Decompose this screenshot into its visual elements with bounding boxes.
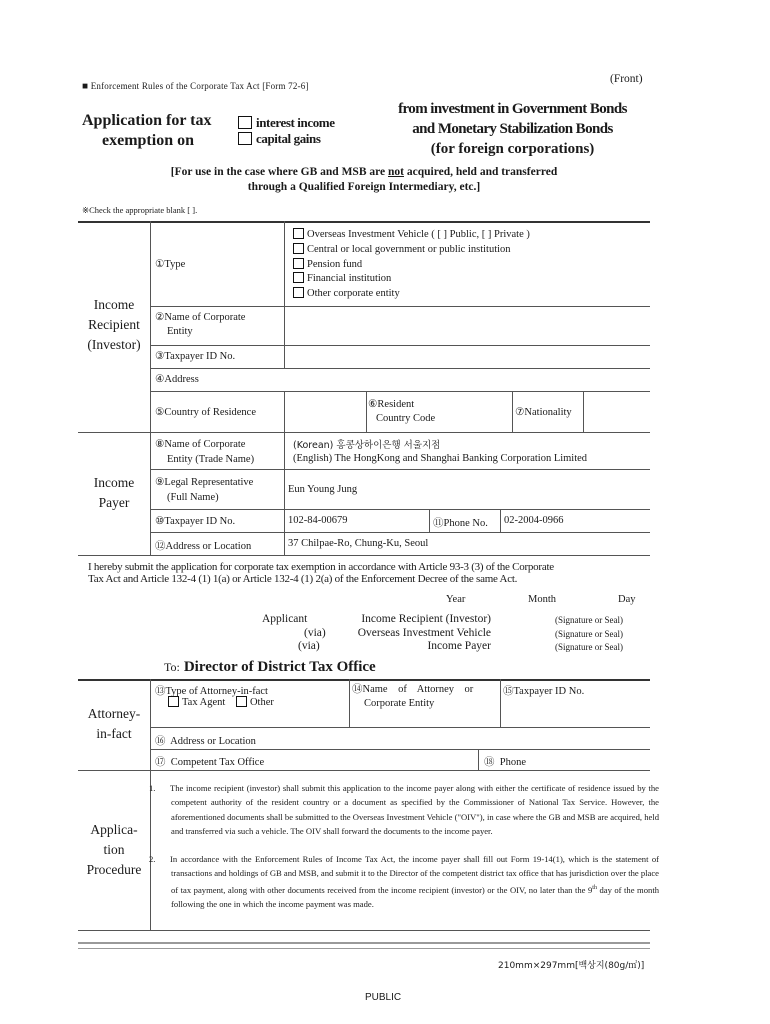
- type-label: ①Type: [155, 259, 186, 270]
- other-entity-checkbox[interactable]: [293, 287, 304, 298]
- type-options: [293, 228, 530, 302]
- attorney-type-options: [168, 696, 274, 708]
- signature-seal-2[interactable]: (Signature or Seal): [555, 629, 623, 639]
- payer-name-korean: (Korean) 홍콩상하이은행 서울지점: [293, 440, 441, 451]
- government-checkbox[interactable]: [293, 243, 304, 254]
- title-right-line2: and Monetary Stabilization Bonds: [412, 121, 613, 137]
- financial-checkbox[interactable]: [293, 272, 304, 283]
- recipient-name-label: ②Name of Corporate Entity: [155, 312, 246, 337]
- pension-checkbox[interactable]: [293, 258, 304, 269]
- addressee: To: Director of District Tax Office: [164, 659, 376, 675]
- signature-seal-3[interactable]: (Signature or Seal): [555, 642, 623, 652]
- classification-label: PUBLIC: [365, 992, 402, 1003]
- interest-income-checkbox[interactable]: [238, 116, 252, 129]
- subtitle-line1: [For use in the case where GB and MSB are not acquired, held and transferred: [170, 166, 558, 178]
- date-month: Month: [528, 594, 557, 605]
- oiv-checkbox[interactable]: [293, 228, 304, 239]
- option-capital-gains[interactable]: [238, 131, 321, 147]
- country-of-residence-label: ⑤Country of Residence: [155, 407, 256, 418]
- other-attorney-option[interactable]: Other: [236, 697, 274, 708]
- procedure-paragraph-2: 2. In accordance with the Enforcement Rules of Income Tax Act, the income payer shall fill out Form 19-14(1), which is the statement of transactions and holdings of GB and MSB, and submit it to the Director of the competent district tax office that has jurisdiction over the place of tax payment, along with other documents received from the income recipient (investor) or the OIV, no later than the 9th day of the month following the one in which the income payment was made.: [149, 854, 660, 909]
- signer-income-payer: Income Payer: [427, 640, 491, 652]
- check-note: ※Check the appropriate blank [ ].: [82, 205, 198, 215]
- signature-seal-1[interactable]: (Signature or Seal): [555, 615, 623, 625]
- capital-gains-label: capital gains: [256, 131, 321, 146]
- front-label: (Front): [610, 73, 643, 85]
- title-left-line1: Application for tax: [82, 112, 212, 129]
- application-procedure-section: Applica- tion Procedure: [86, 822, 142, 877]
- recipient-address-label: ④Address: [155, 374, 199, 385]
- signer-income-recipient: Income Recipient (Investor): [361, 613, 491, 625]
- payer-phone-label: ⑪Phone No.: [433, 518, 488, 529]
- date-year: Year: [446, 594, 466, 605]
- other-attorney-checkbox[interactable]: [236, 696, 247, 707]
- recipient-name-field[interactable]: [286, 308, 648, 343]
- title-left-line2: exemption on: [102, 132, 194, 149]
- nationality-label: ⑦Nationality: [515, 407, 572, 418]
- competent-tax-office-label: ⑰ Competent Tax Office: [155, 757, 265, 768]
- recipient-tin-field[interactable]: [286, 347, 648, 367]
- payer-name-english: (English) The HongKong and Shanghai Banking Corporation Limited: [293, 453, 588, 464]
- addressee-name: Director of District Tax Office: [183, 659, 376, 675]
- attorney-tin-label: ⑮Taxpayer ID No.: [503, 686, 585, 697]
- applicant-label: Applicant: [262, 613, 308, 625]
- attorney-address-label: ⑯ Address or Location: [155, 736, 256, 747]
- payer-phone-value: 02-2004-0966: [504, 515, 564, 526]
- via-label-2: (via): [298, 640, 320, 652]
- option-interest-income[interactable]: [238, 115, 335, 131]
- date-day: Day: [618, 594, 636, 605]
- tax-agent-checkbox[interactable]: [168, 696, 179, 707]
- payer-tin-value: 102-84-00679: [288, 515, 348, 526]
- declaration-line1: I hereby submit the application for corporate tax exemption in accordance with Article 93-3 (3) of the Corporate: [88, 561, 554, 573]
- legal-rep-value: Eun Young Jung: [288, 484, 358, 495]
- via-label-1: (via): [304, 627, 326, 639]
- title-right-line3: (for foreign corporations): [430, 141, 595, 157]
- paper-spec: 210mm×297mm[백상지(80g/㎡)]: [498, 961, 645, 971]
- declaration-line2: Tax Act and Article 132-4 (1) 1(a) or Article 132-4 (1) 2(a) of the Enforcement Decree of the same Act.: [88, 573, 518, 585]
- type-option-other[interactable]: Other corporate entity: [293, 287, 530, 302]
- procedure-paragraph-1: 1. The income recipient (investor) shall submit this application to the income payer along with either the certificate of residence issued by the competent authority of the resident country or a document as specified by the Commissioner of National Tax Service. However, the aforementioned documents shall be submitted to the Overseas Investment Vehicle ("OIV"), in case where the GB and MSB are acquired, held and transferred via such a vehicle. The OIV shall forward the documents to the income payer.: [149, 783, 659, 836]
- payer-tin-label: ⑩Taxpayer ID No.: [155, 516, 236, 527]
- income-recipient-section: Income Recipient (Investor): [87, 297, 141, 352]
- payer-address-label: ⑫Address or Location: [155, 541, 252, 552]
- type-option-pension[interactable]: Pension fund: [293, 258, 530, 273]
- form-reference: [82, 81, 309, 92]
- type-option-government[interactable]: Central or local government or public institution: [293, 243, 530, 258]
- payer-address-value: 37 Chilpae-Ro, Chung-Ku, Seoul: [288, 538, 429, 549]
- recipient-tin-label: ③Taxpayer ID No.: [155, 351, 236, 362]
- form-reference-text: Enforcement Rules of the Corporate Tax Act [Form 72-6]: [90, 81, 309, 91]
- type-option-oiv[interactable]: Overseas Investment Vehicle ( [ ] Public, [ ] Private ): [293, 228, 530, 243]
- signer-oiv: Overseas Investment Vehicle: [357, 627, 491, 639]
- tax-agent-option[interactable]: Tax Agent: [168, 697, 225, 708]
- attorney-phone-label: ⑱ Phone: [484, 757, 526, 768]
- interest-income-label: interest income: [256, 115, 335, 130]
- resident-country-code-label: ⑥Resident Country Code: [368, 399, 436, 424]
- attorney-name-label: ⑭Name of Attorney or Corporate Entity: [352, 684, 474, 709]
- attorney-type-label: ⑬Type of Attorney-in-fact: [155, 686, 268, 697]
- attorney-section: Attorney- in-fact: [87, 706, 141, 741]
- title-right-line1: from investment in Government Bonds: [398, 101, 627, 117]
- type-option-financial[interactable]: Financial institution: [293, 272, 530, 287]
- payer-name-label: ⑧Name of Corporate Entity (Trade Name): [155, 439, 255, 465]
- income-payer-section: Income Payer: [93, 475, 135, 510]
- capital-gains-checkbox[interactable]: [238, 132, 252, 145]
- square-bullet-icon: ■: [82, 81, 89, 92]
- subtitle-not: not: [388, 166, 404, 178]
- subtitle-line2: through a Qualified Foreign Intermediary, etc.]: [247, 181, 481, 193]
- legal-rep-label: ⑨Legal Representative (Full Name): [155, 477, 254, 503]
